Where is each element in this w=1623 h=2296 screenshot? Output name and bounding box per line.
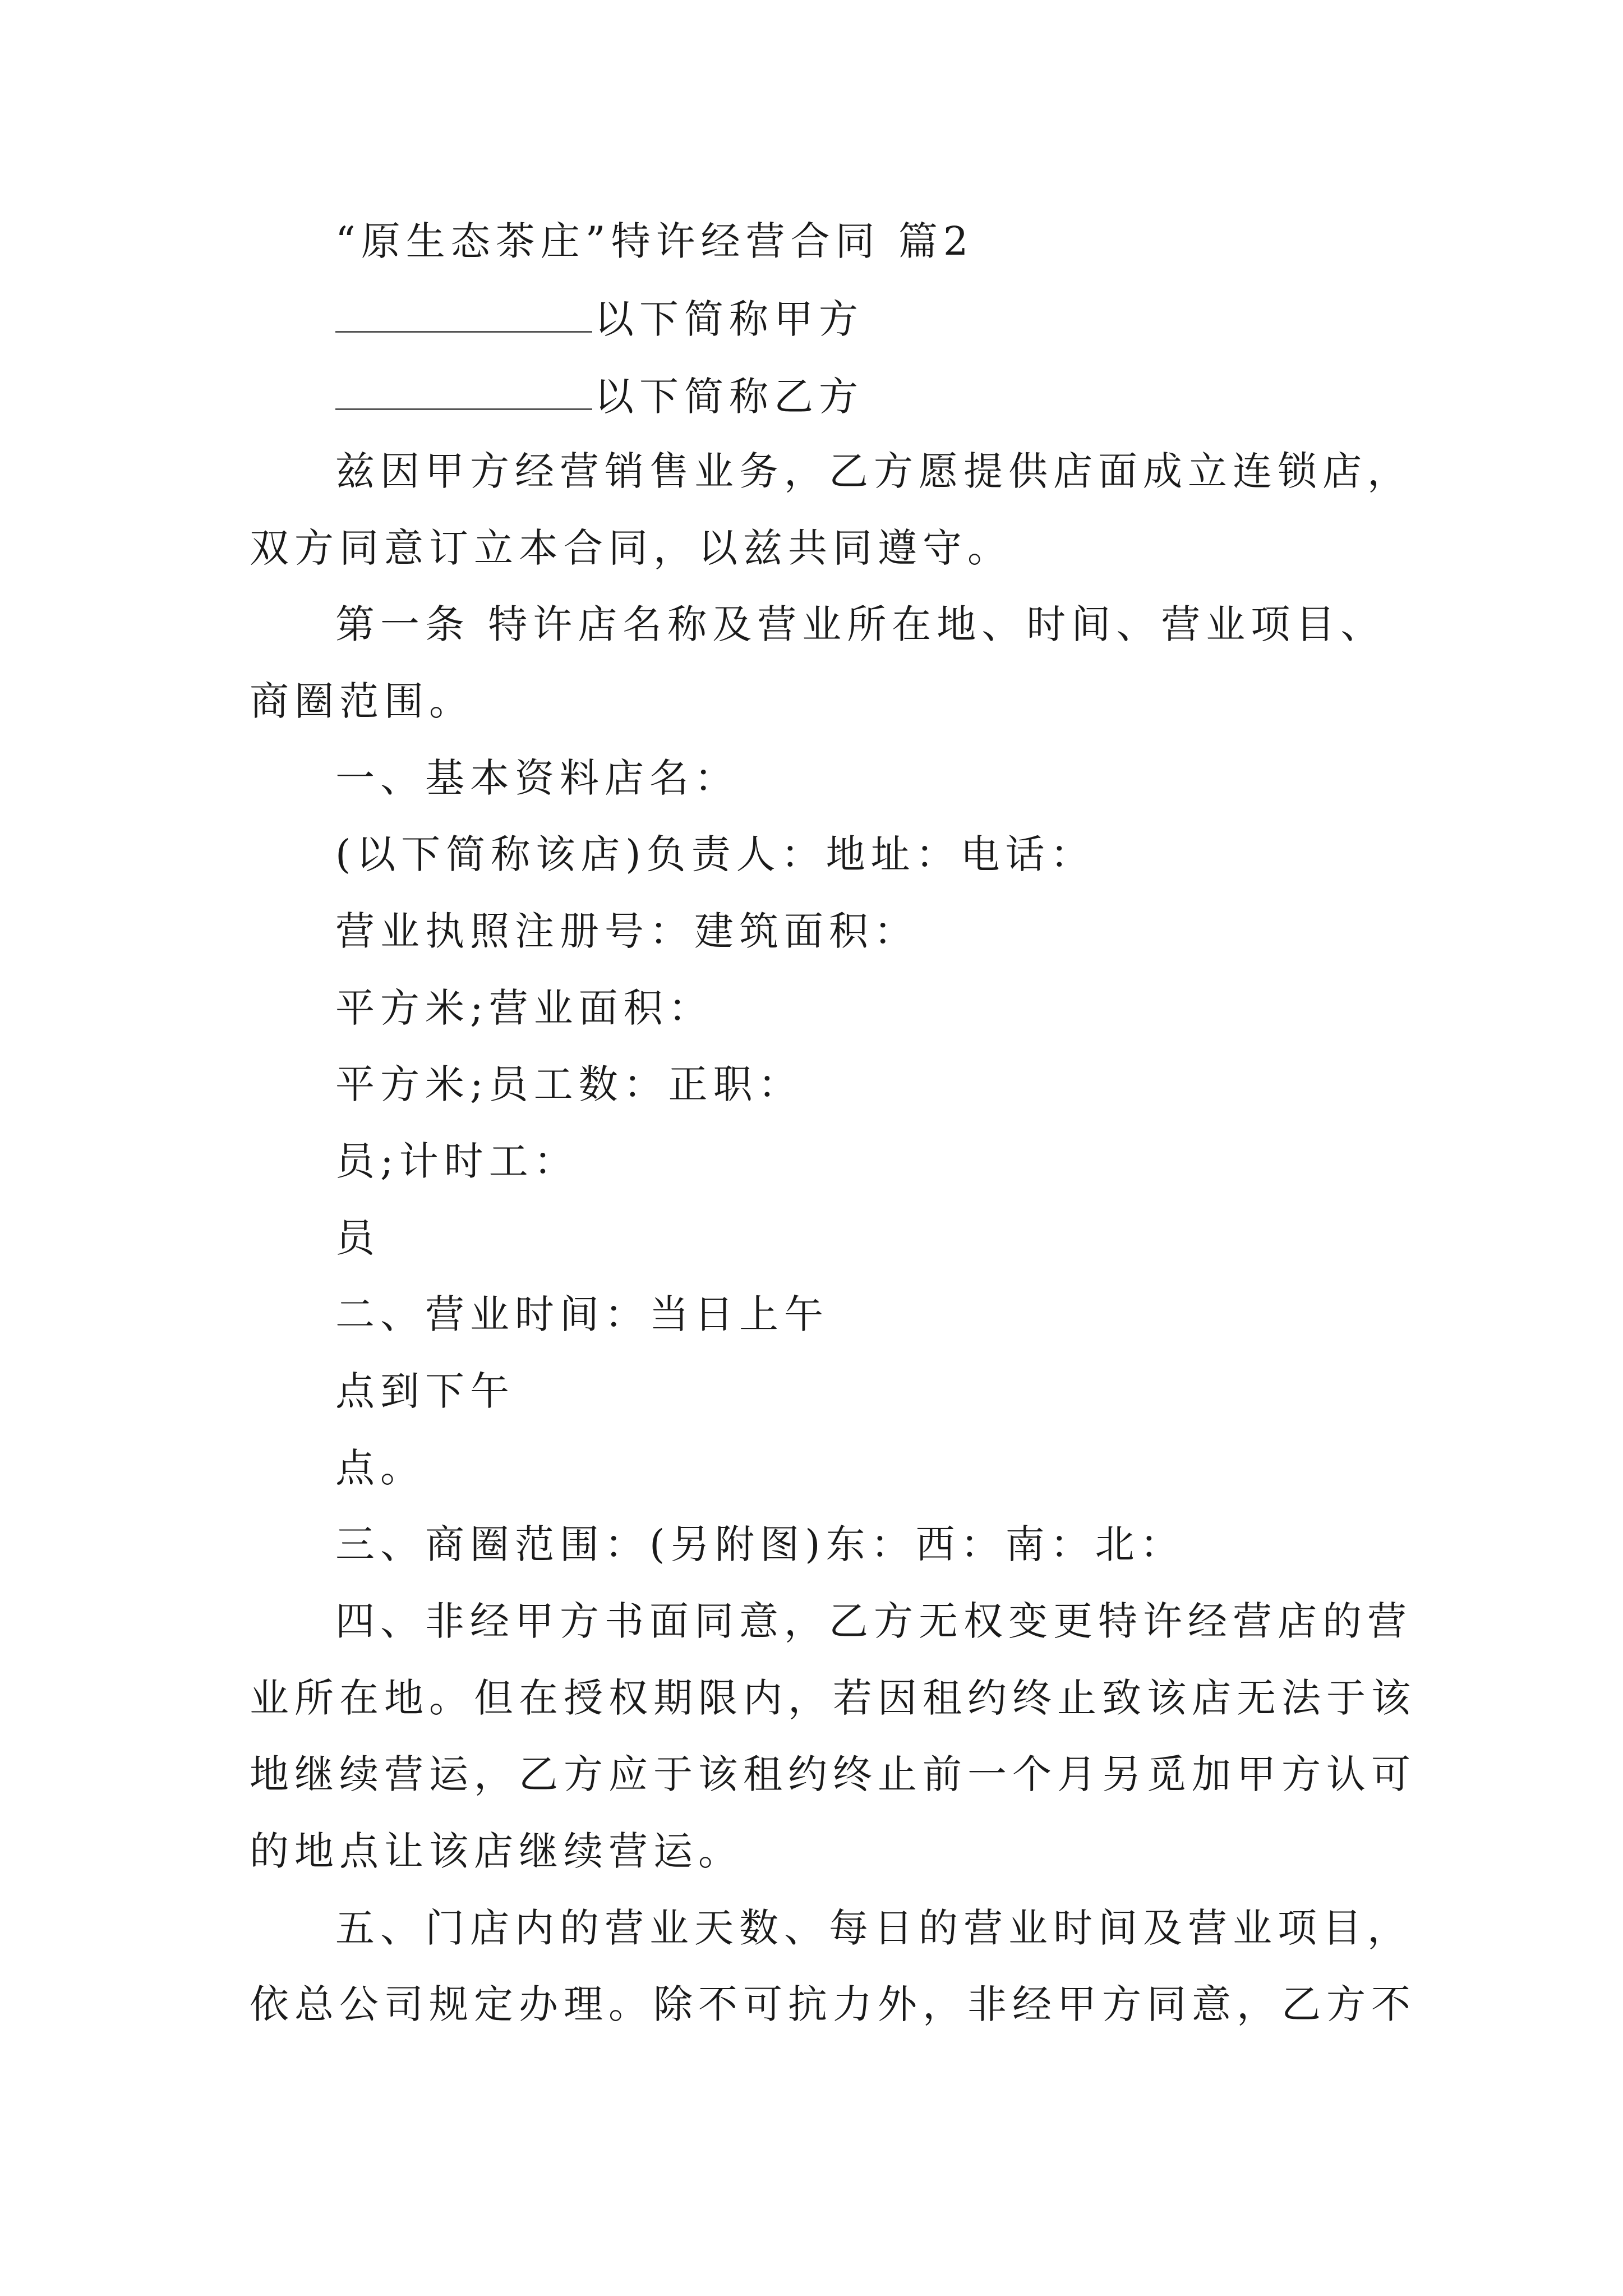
intro-line-2: 双方同意订立本合同，以兹共同遵守。: [250, 525, 1012, 571]
article1-line-2: 商圈范围。: [250, 678, 474, 724]
item4-line-4: 的地点让该店继续营运。: [250, 1828, 743, 1874]
item5-line-1: 五、门店内的营业天数、每日的营业时间及营业项目，: [335, 1905, 1412, 1951]
basic-info-line-3: 营业执照注册号：建筑面积：: [335, 908, 919, 954]
hours-line-2: 点到下午: [335, 1368, 515, 1414]
party-b-line: [335, 374, 864, 420]
basic-info-line-1: 一、基本资料店名：: [335, 755, 739, 801]
party-a-label: 以下简称甲方: [594, 296, 864, 342]
article1-line-1: 第一条 特许店名称及营业所在地、时间、营业项目、: [335, 601, 1386, 647]
party-a-blank: [335, 297, 592, 333]
intro-line-1: 兹因甲方经营销售业务，乙方愿提供店面成立连锁店，: [335, 448, 1412, 494]
party-b-blank: [335, 375, 592, 410]
party-a-line: [335, 296, 864, 342]
party-b-label: 以下简称乙方: [594, 374, 864, 420]
hours-line-3: 点。: [335, 1445, 425, 1491]
basic-info-line-4: 平方米;营业面积：: [335, 985, 713, 1031]
document-title: “原生态茶庄”特许经营合同 篇2: [335, 218, 974, 264]
item4-line-1: 四、非经甲方书面同意，乙方无权变更特许经营店的营: [335, 1598, 1412, 1644]
item4-line-2: 业所在地。但在授权期限内，若因租约终止致该店无法于该: [250, 1675, 1416, 1721]
zone-line: 三、商圈范围：(另附图)东：西：南：北：: [335, 1521, 1185, 1567]
basic-info-line-7: 员: [335, 1215, 380, 1261]
item5-line-2: 依总公司规定办理。除不可抗力外，非经甲方同意，乙方不: [250, 1981, 1416, 2027]
basic-info-line-2: (以下简称该店)负责人：地址：电话：: [335, 831, 1095, 877]
basic-info-line-5: 平方米;员工数：正职：: [335, 1061, 803, 1107]
item4-line-3: 地继续营运，乙方应于该租约终止前一个月另觅加甲方认可: [250, 1751, 1416, 1797]
hours-line-1: 二、营业时间：当日上午: [335, 1291, 829, 1337]
basic-info-line-6: 员;计时工：: [335, 1138, 579, 1184]
